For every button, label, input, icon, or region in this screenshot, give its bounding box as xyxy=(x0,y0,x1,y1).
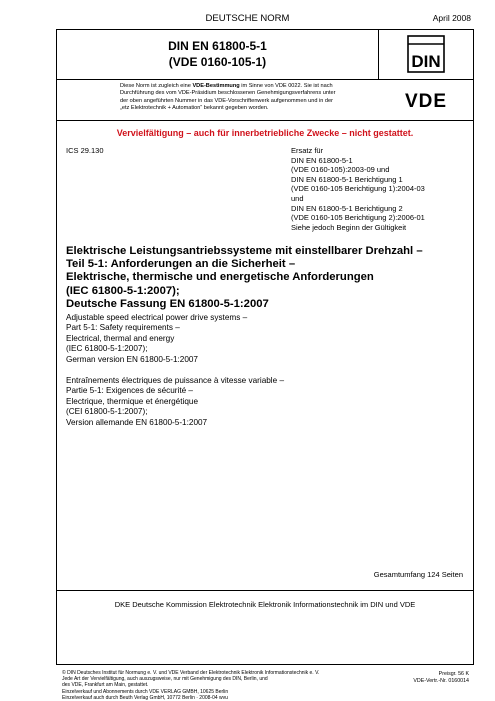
vde-notice: Diese Norm ist zugleich eine VDE-Bestimmung im Sinne von VDE 0022. Sie ist nach Durchführung des vom VDE-Präsidium beschlossenen Genehmigungsverfahrens unter der oben angeführten Nummer in das VDE-Vorschriftenwerk aufgenommen und in der „etz Elektrotechnik + Automation“ bekannt gegeben worden. xyxy=(120,83,336,112)
english-title: Adjustable speed electrical power drive systems – Part 5-1: Safety requirements – Electrical, thermal and energy (IEC 61800-5-1:2007); German version EN 61800-5-1:2007 xyxy=(66,313,248,364)
din-logo-icon xyxy=(379,29,474,80)
issue-date: April 2008 xyxy=(432,13,471,23)
total-pages: Gesamtumfang 124 Seiten xyxy=(373,570,463,579)
ics-code: ICS 29.130 xyxy=(66,146,104,155)
french-title: Entraînements électriques de puissance à vitesse variable – Partie 5-1: Exigences de sécurité – Electrique, thermique et énergétique (CEI 61800-5-1:2007); Version allemande EN 61800-5-1:2007 xyxy=(66,376,285,427)
divider xyxy=(56,590,474,591)
din-logo-box xyxy=(379,29,474,80)
vde-logo-box xyxy=(379,80,474,120)
vde-classification: (VDE 0160-105-1) xyxy=(168,55,267,69)
norm-label: DEUTSCHE NORM xyxy=(205,13,290,24)
replacement-notice: Ersatz für DIN EN 61800-5-1 (VDE 0160-105):2003-09 und DIN EN 61800-5-1 Berichtigung 1 (VDE 0160-105 Berichtigung 1):2004-03 und DIN EN 61800-5-1 Berichtigung 2 (VDE 0160-105 Berichtigung 2):2006-01 Siehe jedoch Beginn der Gültigkeit xyxy=(291,146,425,232)
copyright-footer: © DIN Deutsches Institut für Normung e. V. und VDE Verband der Elektrotechnik Elektronik Informationstechnik e. V. Jede Art der Vervielfältigung, auch auszugsweise, nur mit Genehmigung des DIN, Berlin, und des VDE, Frankfurt am Main, gestattet. Einzelverkauf und Abonnements durch VDE VERLAG GMBH, 10625 Berlin Einzelverkauf auch durch Beuth Verlag GmbH, 10772 Berlin · 2008-04 wvu xyxy=(62,670,320,701)
divider xyxy=(56,120,474,121)
price-info: Preisgr. 56 K VDE-Vertr.-Nr. 0160014 xyxy=(413,671,469,684)
reproduction-warning: Vervielfältigung – auch für innerbetriebliche Zwecke – nicht gestattet. xyxy=(116,128,414,138)
german-title: Elektrische Leistungsantriebssysteme mit einstellbarer Drehzahl – Teil 5-1: Anforderungen an die Sicherheit – Elektrische, thermische und energetische Anforderungen (IEC 61800-5-1:2007); Deutsche Fassung EN 61800-5-1:2007 xyxy=(66,245,423,310)
din-logo-text: DIN xyxy=(411,52,441,71)
dke-line: DKE Deutsche Kommission Elektrotechnik Elektronik Informationstechnik im DIN und VDE xyxy=(114,600,416,609)
vde-logo-icon xyxy=(379,80,474,120)
standard-number: DIN EN 61800-5-1 xyxy=(168,39,267,53)
vde-logo-text: VDE xyxy=(404,91,448,112)
